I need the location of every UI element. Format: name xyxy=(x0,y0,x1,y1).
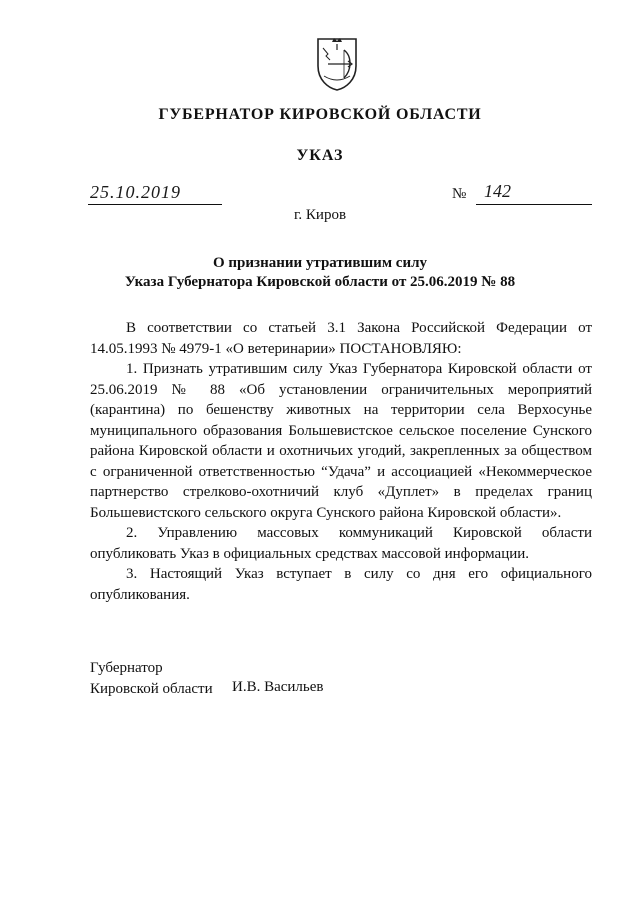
number-sign: № xyxy=(452,186,467,202)
document-subject xyxy=(0,254,640,292)
preamble-paragraph: В соответствии со статьей 3.1 Закона Российской Федерации от 14.05.1993 № 4979-1 «О ветеринарии» ПОСТАНОВЛЯЮ: xyxy=(90,320,592,357)
signatory-title-line-2: Кировской области xyxy=(90,681,213,697)
signatory-name: И.В. Васильев xyxy=(232,679,324,695)
number-field xyxy=(476,181,592,205)
document-date: 25.10.2019 xyxy=(90,182,181,202)
coat-of-arms-icon xyxy=(314,36,360,92)
document-number: 142 xyxy=(484,181,511,201)
document-body xyxy=(90,318,592,605)
authority-title: ГУБЕРНАТОР КИРОВСКОЙ ОБЛАСТИ xyxy=(158,106,482,123)
clause-2: 2. Управлению массовых коммуникаций Кировской области опубликовать Указ в официальных средствах массовой информации. xyxy=(90,525,592,562)
signatory-title-line-1: Губернатор xyxy=(90,660,163,676)
clause-3: 3. Настоящий Указ вступает в силу со дня его официального опубликования. xyxy=(90,566,592,603)
signatory-title xyxy=(90,658,213,700)
city: г. Киров xyxy=(293,207,347,223)
date-field xyxy=(88,184,222,205)
subject-line-2: Указа Губернатора Кировской области от 25.06.2019 № 88 xyxy=(124,274,516,290)
subject-line-1: О признании утратившим силу xyxy=(213,255,427,271)
clause-1: 1. Признать утратившим силу Указ Губернатора Кировской области от 25.06.2019 № 88 «Об установлении ограничительных мероприятий (карантина) по бешенству животных на территории села Верхосунье муниципального образования Большевистское сельское поселение Сунского района Кировской области и охотничьих угодий, закрепленных за обществом с ограниченной ответственностью “Удача” и ассоциацией «Некоммерческое партнерство стрелково-охотничий клуб «Дуплет» в пределах границ Большевистского сельского округа Сунского района Кировской области». xyxy=(90,361,592,521)
document-type: УКАЗ xyxy=(296,147,344,164)
